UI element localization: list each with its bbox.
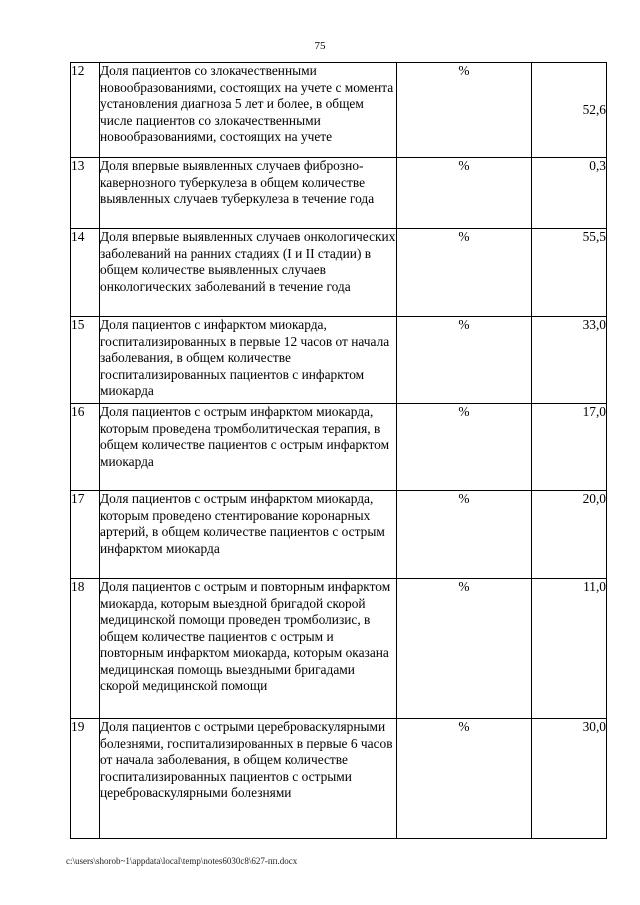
indicator-name: Доля пациентов с инфарктом миокарда, госпитализированных в первые 12 часов от начала заболевания, в общем количестве госпитализированных пациентов с инфарктом миокарда — [100, 317, 397, 404]
value-cell: 17,0 — [532, 404, 607, 491]
row-number: 13 — [71, 158, 100, 229]
indicator-name: Доля пациентов с острым инфарктом миокарда, которым проведена тромболитическая терапия, в общем количестве пациентов с острым инфарктом миокарда — [100, 404, 397, 491]
unit-cell: % — [397, 719, 532, 839]
unit-cell: % — [397, 404, 532, 491]
value-cell: 33,0 — [532, 317, 607, 404]
indicator-name: Доля впервые выявленных случаев онкологических заболеваний на ранних стадиях (I и II стадии) в общем количестве выявленных случаев онкологических заболеваний в течение года — [100, 229, 397, 317]
unit-cell: % — [397, 63, 532, 158]
table-row — [71, 158, 607, 229]
value-cell: 55,5 — [532, 229, 607, 317]
table-row — [71, 719, 607, 839]
value-cell: 20,0 — [532, 491, 607, 579]
row-number: 17 — [71, 491, 100, 579]
table-row — [71, 491, 607, 579]
indicator-name: Доля пациентов с острым и повторным инфарктом миокарда, которым выездной бригадой скорой медицинской помощи проведен тромболизис, в общем количестве пациентов с острым и повторным инфарктом миокарда, которым оказана медицинская помощь выездными бригадами скорой медицинской помощи — [100, 579, 397, 719]
indicator-name: Доля пациентов с острым инфарктом миокарда, которым проведено стентирование коронарных артерий, в общем количестве пациентов с острым инфарктом миокарда — [100, 491, 397, 579]
indicator-name: Доля пациентов с острыми цереброваскулярными болезнями, госпитализированных в первые 6 часов от начала заболевания, в общем количестве госпитализированных пациентов с острыми цереброваскулярными болезнями — [100, 719, 397, 839]
table-row — [71, 63, 607, 158]
unit-cell: % — [397, 158, 532, 229]
value-cell: 11,0 — [532, 579, 607, 719]
value-cell: 30,0 — [532, 719, 607, 839]
indicator-name: Доля впервые выявленных случаев фиброзно-кавернозного туберкулеза в общем количестве выявленных случаев туберкулеза в течение года — [100, 158, 397, 229]
value-cell: 52,6 — [532, 63, 607, 158]
unit-cell: % — [397, 491, 532, 579]
table-row — [71, 229, 607, 317]
row-number: 18 — [71, 579, 100, 719]
row-number: 12 — [71, 63, 100, 158]
indicators-table — [70, 62, 607, 839]
unit-cell: % — [397, 579, 532, 719]
unit-cell: % — [397, 229, 532, 317]
value-cell: 0,3 — [532, 158, 607, 229]
file-path-footer: c:\users\shorob~1\appdata\local\temp\notes6030c8\627-пп.docx — [66, 856, 298, 866]
row-number: 19 — [71, 719, 100, 839]
unit-cell: % — [397, 317, 532, 404]
page-number: 75 — [314, 40, 326, 52]
row-number: 14 — [71, 229, 100, 317]
indicator-name: Доля пациентов со злокачественными новообразованиями, состоящих на учете с момента установления диагноза 5 лет и более, в общем числе пациентов со злокачественными новообразованиями, состоящих на учете — [100, 63, 397, 158]
table-row — [71, 317, 607, 404]
row-number: 15 — [71, 317, 100, 404]
table-row — [71, 404, 607, 491]
row-number: 16 — [71, 404, 100, 491]
table-row — [71, 579, 607, 719]
